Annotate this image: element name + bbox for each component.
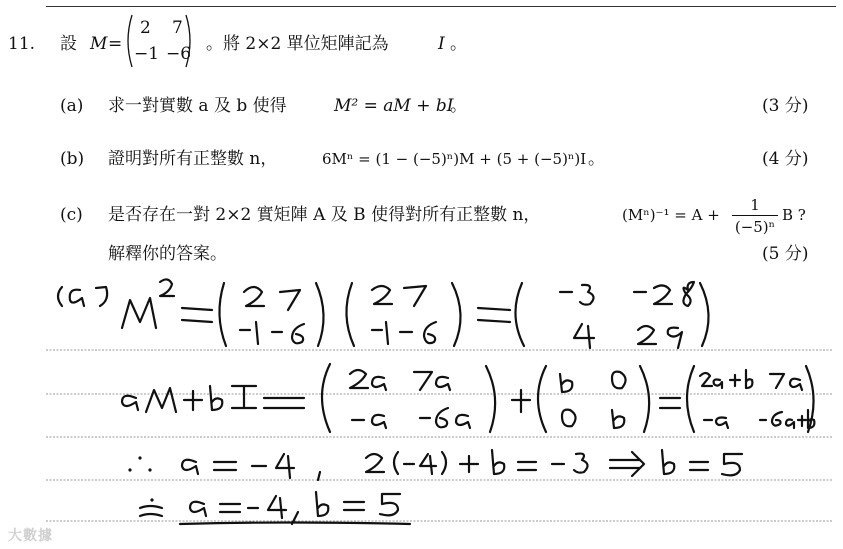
stem-var-m: M bbox=[90, 34, 108, 54]
part-b-label: (b) bbox=[60, 149, 85, 169]
hw-line1 bbox=[58, 279, 709, 348]
part-a-label: (a) bbox=[60, 96, 84, 116]
stem-middle: 。將 2×2 單位矩陣記為 bbox=[206, 34, 389, 54]
part-c-marks: (5 分) bbox=[762, 244, 809, 264]
matrix-m-21: −1 bbox=[134, 44, 160, 64]
part-b-end: 。 bbox=[588, 149, 605, 169]
part-c-formula-rhs: B ? bbox=[782, 206, 806, 224]
part-c-frac-num: 1 bbox=[732, 196, 778, 216]
question-number: 11. bbox=[8, 34, 36, 54]
stem-end: 。 bbox=[450, 34, 467, 54]
part-c-frac-den: (−5)ⁿ bbox=[734, 218, 776, 236]
part-c-line2: 解釋你的答案。 bbox=[108, 244, 227, 264]
hw-line4 bbox=[140, 492, 410, 524]
part-b-text: 證明對所有正整數 n， bbox=[108, 149, 278, 169]
matrix-m-12: 7 bbox=[172, 18, 183, 38]
stem-var-i: I bbox=[438, 34, 445, 54]
part-a-marks: (3 分) bbox=[762, 96, 809, 116]
part-a-text: 求一對實數 a 及 b 使得 bbox=[108, 96, 287, 116]
hw-line2 bbox=[122, 364, 814, 432]
watermark-logo: 大數據 bbox=[8, 528, 53, 544]
part-a-formula: M² = aM + bI bbox=[334, 96, 454, 116]
part-c-formula-lhs: (Mⁿ)⁻¹ = A + bbox=[622, 206, 720, 224]
matrix-m-22: −6 bbox=[166, 44, 192, 64]
part-b-formula: 6Mⁿ = (1 − (−5)ⁿ)M + (5 + (−5)ⁿ)I bbox=[322, 150, 587, 168]
stem-equals: = bbox=[108, 34, 123, 54]
part-a-end: 。 bbox=[450, 96, 467, 116]
stem-prefix: 設 bbox=[60, 34, 77, 54]
part-c-text: 是否存在一對 2×2 實矩陣 A 及 B 使得對所有正整數 n， bbox=[108, 205, 541, 225]
part-b-marks: (4 分) bbox=[762, 149, 809, 169]
hw-line3 bbox=[128, 450, 742, 480]
part-c-label: (c) bbox=[60, 205, 83, 225]
matrix-m-11: 2 bbox=[140, 18, 151, 38]
